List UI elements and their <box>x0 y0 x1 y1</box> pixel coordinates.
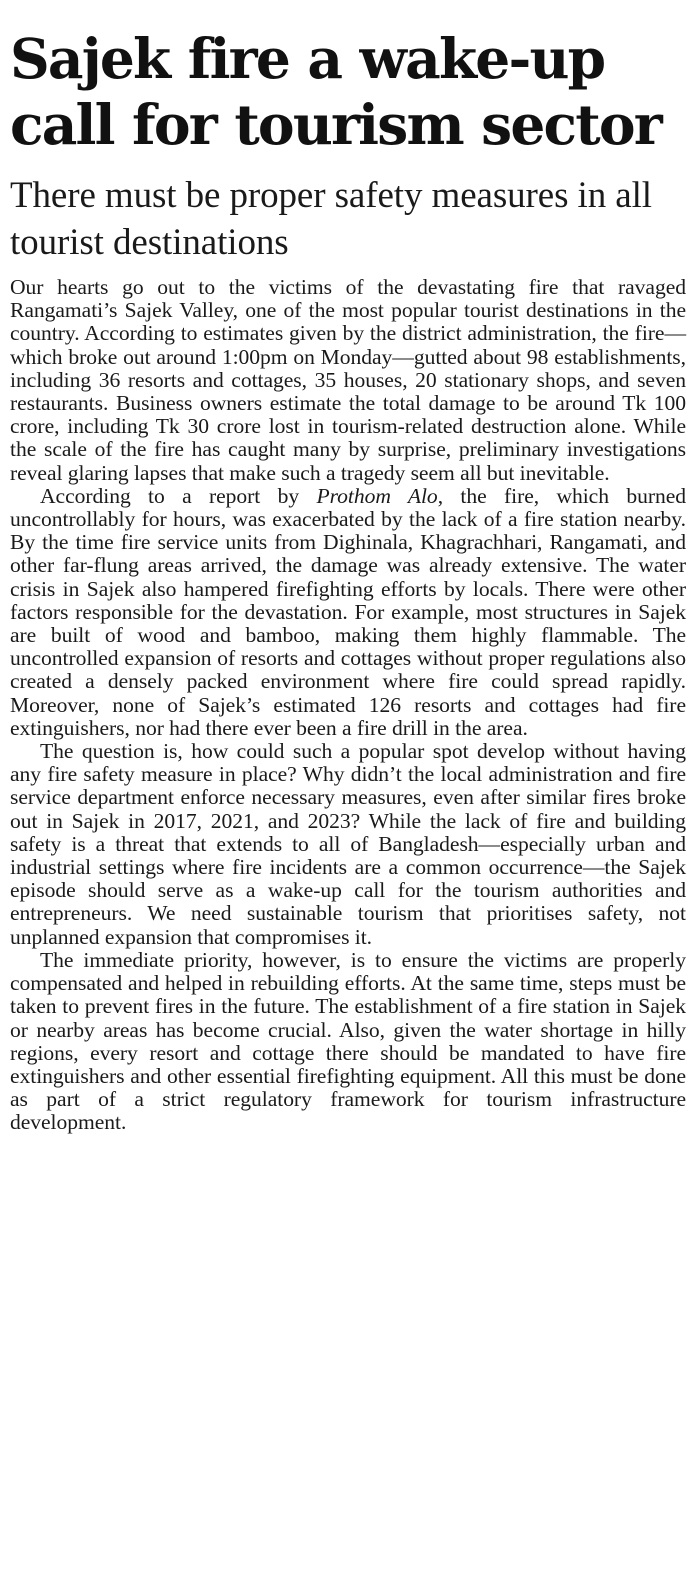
paragraph-2-lead: According to a report by <box>40 483 317 508</box>
article-body <box>10 276 686 1135</box>
body-paragraph-3: The question is, how could such a popular spot develop without having any fire safety measure in place? Why didn’t the local administration and fire service department enforce necessary measures, even after similar fires broke out in Sajek in 2017, 2021, and 2023? While the lack of fire and building safety is a threat that extends to all of Bangladesh—especially urban and industrial settings where fire incidents are a common occurrence—the Sajek episode should serve as a wake-up call for the tourism authorities and entrepreneurs. We need sustainable tourism that prioritises safety, not unplanned expansion that compromises it. <box>10 739 686 949</box>
body-paragraph-4: The immediate priority, however, is to ensure the victims are properly compensated and helped in rebuilding efforts. At the same time, steps must be taken to prevent fires in the future. The establishment of a fire station in Sajek or nearby areas has become crucial. Also, given the water shortage in hilly regions, every resort and cottage there should be mandated to have fire extinguishers and other essential firefighting equipment. All this must be done as part of a strict regulatory framework for tourism infrastructure development. <box>10 947 686 1135</box>
article-headline: Sajek fire a wake-up call for tourism sector <box>10 26 661 157</box>
body-paragraph-2 <box>10 485 686 740</box>
paragraph-2-text: , the fire, which burned uncontrollably for hours, was exacerbated by the lack of a fire station nearby. By the time fire service units from Dighinala, Khagrachhari, Rangamati, and other far-flung areas arrived, the damage was already extensive. The water crisis in Sajek also hampered firefighting efforts by locals. There were other factors responsible for the devastation. For example, most structures in Sajek are built of wood and bamboo, making them highly flammable. The uncontrolled expansion of resorts and cottages without proper regulations also created a densely packed environment where fire could spread rapidly. Moreover, none of Sajek’s estimated 126 resorts and cottages had fire extinguishers, nor had there ever been a fire drill in the area. <box>10 483 686 740</box>
source-publication-name: Prothom Alo <box>316 483 438 508</box>
body-paragraph-1: Our hearts go out to the victims of the devastating fire that ravaged Rangamati’s Sajek Valley, one of the most popular tourist destinations in the country. According to estimates given by the district administration, the fire—which broke out around 1:00pm on Monday—gutted about 98 establishments, including 36 resorts and cottages, 35 houses, 20 stationary shops, and seven restaurants. Business owners estimate the total damage to be around Tk 100 crore, including Tk 30 crore lost in tourism-related destruction alone. While the scale of the fire has caught many by surprise, preliminary investigations reveal glaring lapses that make such a tragedy seem all but inevitable. <box>10 275 686 485</box>
article-subheadline: There must be proper safety measures in all tourist destinations <box>10 175 652 263</box>
